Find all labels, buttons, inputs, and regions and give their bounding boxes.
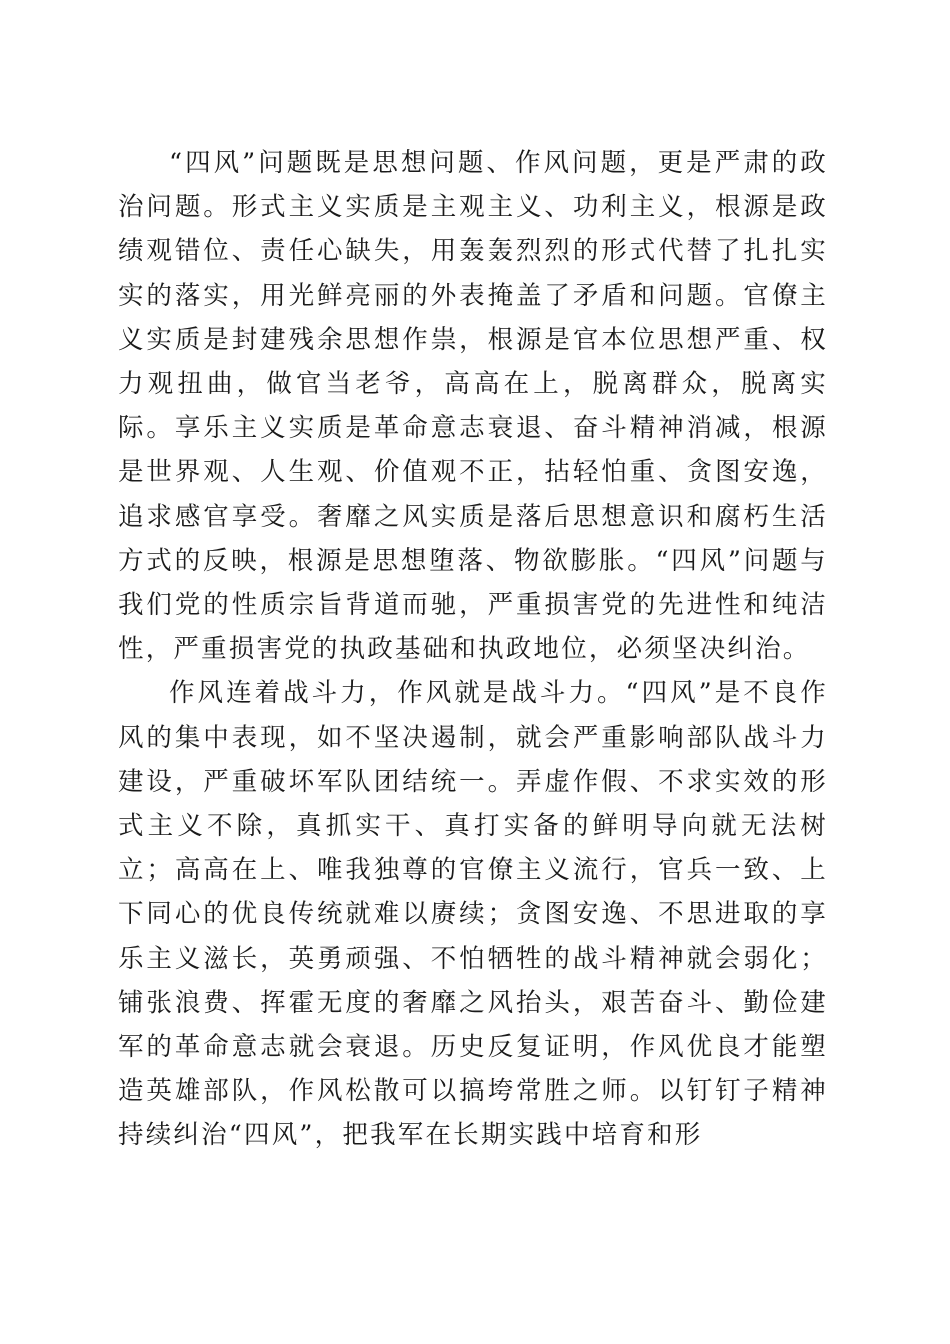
document-body — [118, 141, 828, 1158]
paragraph-four-winds-problems: “四风”问题既是思想问题、作风问题，更是严肃的政治问题。形式主义实质是主观主义、功利主义，根源是政绩观错位、责任心缺失，用轰轰烈烈的形式代替了扎扎实实的落实，用光鲜亮丽的外表掩盖了矛盾和问题。官僚主义实质是封建残余思想作祟，根源是官本位思想严重、权力观扭曲，做官当老爷，高高在上，脱离群众，脱离实际。享乐主义实质是革命意志衰退、奋斗精神消减，根源是世界观、人生观、价值观不正，拈轻怕重、贪图安逸，追求感官享受。奢靡之风实质是落后思想意识和腐朽生活方式的反映，根源是思想堕落、物欲膨胀。“四风”问题与我们党的性质宗旨背道而驰，严重损害党的先进性和纯洁性，严重损害党的执政基础和执政地位，必须坚决纠治。 — [118, 148, 828, 665]
paragraph-work-style-combat-power: 作风连着战斗力，作风就是战斗力。“四风”是不良作风的集中表现，如不坚决遏制，就会严重影响部队战斗力建设，严重破坏军队团结统一。弄虚作假、不求实效的形式主义不除，真抓实干、真打实备的鲜明导向就无法树立；高高在上、唯我独尊的官僚主义流行，官兵一致、上下同心的优良传统就难以赓续；贪图安逸、不思进取的享乐主义滋长，英勇顽强、不怕牺牲的战斗精神就会弱化；铺张浪费、挥霍无度的奢靡之风抬头，艰苦奋斗、勤俭建军的革命意志就会衰退。历史反复证明，作风优良才能塑造英雄部队，作风松散可以搞垮常胜之师。以钉钉子精神持续纠治“四风”，把我军在长期实践中培育和形 — [118, 678, 828, 1151]
